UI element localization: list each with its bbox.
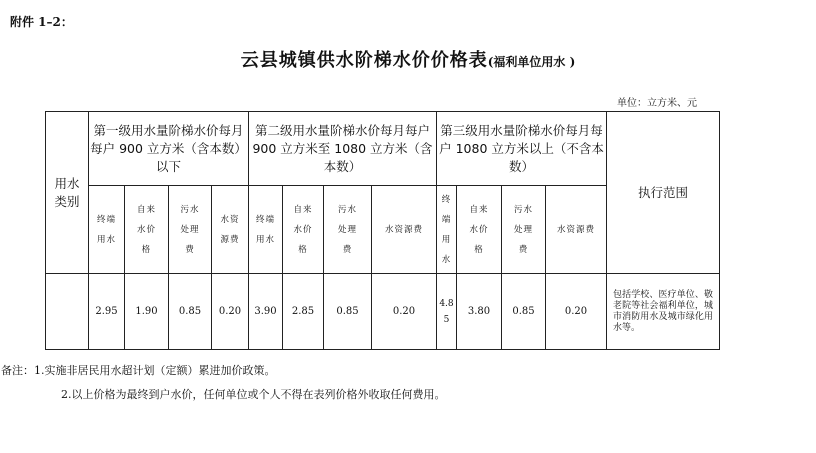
tier-2-tapwater-value: 2.85 (283, 274, 324, 350)
category-cell (46, 274, 89, 350)
tier-3-tapwater-header: 自来水价格 (457, 186, 502, 274)
scope-cell: 包括学校、医疗单位、敬老院等社会福利单位，城市消防用水及城市绿化用水等。 (607, 274, 720, 350)
tier-2-resource-header: 水资源费 (372, 186, 437, 274)
tier-1-header: 第一级用水量阶梯水价每月每户 900 立方米（含本数）以下 (89, 112, 249, 186)
note-1: 备注：1.实施非居民用水超计划（定额）累进加价政策。 (1, 364, 276, 377)
title-main: 云县城镇供水阶梯水价价格表 (240, 50, 488, 71)
tier-3-resource-header: 水资源费 (546, 186, 607, 274)
tier-2-sewage-value: 0.85 (324, 274, 372, 350)
category-header: 用水类别 (46, 112, 89, 274)
title-suffix: (福利单位用水 ) (487, 55, 576, 69)
tier-3-sewage-value: 0.85 (502, 274, 546, 350)
tier-1-terminal-value: 2.95 (89, 274, 125, 350)
tier-1-tapwater-header: 自来水价格 (125, 186, 169, 274)
tier-1-resource-value: 0.20 (212, 274, 249, 350)
tier-3-terminal-header: 终端用水 (437, 186, 457, 274)
tier-3-tapwater-value: 3.80 (457, 274, 502, 350)
tier-2-terminal-value: 3.90 (249, 274, 283, 350)
unit-label: 单位：立方米、元 (617, 98, 697, 109)
scope-header: 执行范围 (607, 112, 720, 274)
note-2: 2.以上价格为最终到户水价，任何单位或个人不得在表列价格外收取任何费用。 (61, 388, 446, 401)
tier-1-sewage-header: 污水处理费 (169, 186, 212, 274)
notes (1, 359, 446, 407)
tier-2-sewage-header: 污水处理费 (324, 186, 372, 274)
page-title (0, 46, 816, 72)
tier-2-resource-value: 0.20 (372, 274, 437, 350)
tier-3-sewage-header: 污水处理费 (502, 186, 546, 274)
tier-3-terminal-value: 4.85 (437, 274, 457, 350)
tier-1-terminal-header: 终端用水 (89, 186, 125, 274)
tier-1-tapwater-value: 1.90 (125, 274, 169, 350)
tier-2-terminal-header: 终端用水 (249, 186, 283, 274)
attachment-label: 附件 1–2： (10, 15, 73, 29)
tier-2-tapwater-header: 自来水价格 (283, 186, 324, 274)
tier-1-sewage-value: 0.85 (169, 274, 212, 350)
tier-1-resource-header: 水资源费 (212, 186, 249, 274)
tier-3-resource-value: 0.20 (546, 274, 607, 350)
tier-2-header: 第二级用水量阶梯水价每月每户 900 立方米至 1080 立方米（含本数） (249, 112, 437, 186)
tier-3-header: 第三级用水量阶梯水价每月每户 1080 立方米以上（不含本数） (437, 112, 607, 186)
price-table (45, 111, 720, 350)
